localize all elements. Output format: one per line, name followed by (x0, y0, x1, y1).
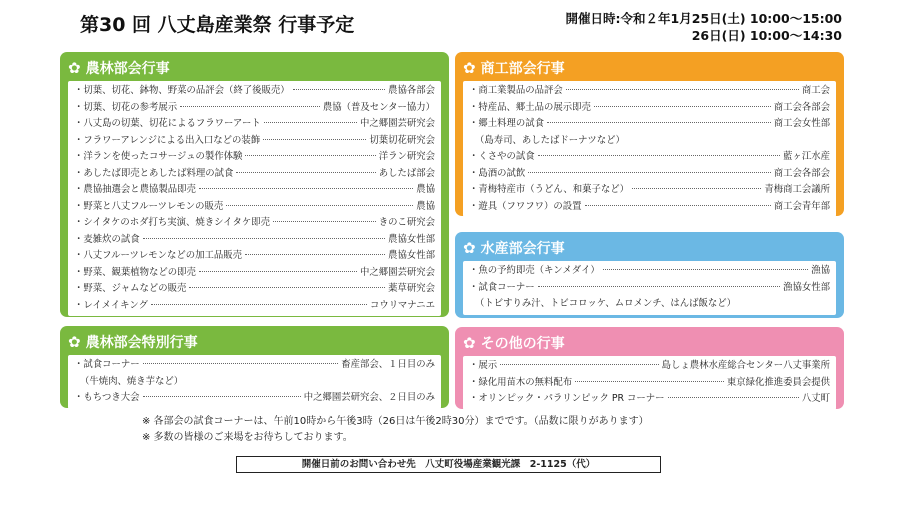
item-label: ・洋ランを使ったコサージュの製作体験 (74, 151, 243, 162)
item-organizer: 商工会各部会 (773, 167, 830, 179)
list-item (469, 166, 830, 183)
item-label: ・もちつき大会 (74, 392, 140, 403)
dot-leader (151, 304, 367, 305)
item-label: ・野菜と八丈フルーツレモンの販売 (74, 200, 224, 212)
item-label: ・試食コーナー (74, 359, 140, 370)
note-2: ※ 多数の皆様のご来場をお待ちしております。 (142, 432, 353, 443)
flower-icon: ✿ (463, 239, 476, 257)
date-line-2: 26日(日) 10:00〜14:30 (691, 28, 842, 43)
item-label: ・展示 (469, 360, 498, 371)
dot-leader (264, 122, 357, 123)
list-item (469, 149, 830, 166)
item-organizer: 漁協 (811, 265, 830, 276)
list-item (74, 83, 435, 100)
note-1: ※ 各部会の試食コーナーは、午前10時から午後3時（26日は午後2時30分）までです。（品数に限りがあります） (142, 416, 649, 427)
dot-leader (293, 89, 385, 90)
dot-leader (538, 155, 780, 156)
other-panel (455, 327, 844, 409)
dot-leader (263, 139, 366, 140)
other-title: その他の行事 (480, 336, 565, 352)
dot-leader (575, 381, 724, 382)
item-label: ・麦雑炊の試食 (74, 233, 140, 245)
item-label: ・八丈フルーツレモンなどの加工品販売 (74, 250, 243, 261)
item-organizer: 農協各部会 (388, 85, 435, 96)
dot-leader (143, 363, 339, 364)
item-organizer: 商工会女性部 (773, 118, 830, 129)
item-label: ・島酒の試飲 (469, 167, 526, 179)
dot-leader (632, 188, 761, 189)
item-organizer: 薬草研究会 (388, 283, 435, 294)
item-label: ・青梅特産市（うどん、和菓子など） (469, 184, 629, 195)
item-label: ・郷土料理の試食 (469, 118, 545, 129)
notes (142, 414, 649, 446)
item-label: ・レイメイキング (74, 299, 148, 311)
item-organizer: 漁協女性部 (783, 281, 830, 293)
item-organizer: 商工会 (801, 85, 830, 96)
dot-leader (273, 221, 376, 222)
noorin-special-heading (68, 333, 441, 352)
item-organizer: 中之郷園芸研究会 (359, 118, 435, 129)
shoko-panel (455, 52, 844, 216)
item-label: ・フラワーアレンジによる出入口などの装飾 (74, 134, 261, 146)
suisan-list (463, 261, 836, 315)
suisan-title: 水産部会行事 (480, 241, 565, 257)
date-line-1: 開催日時:令和２年1月25日(土) 10:00〜15:00 (565, 11, 842, 26)
shoko-heading (463, 59, 836, 78)
list-item (74, 166, 435, 183)
list-item (74, 100, 435, 117)
item-organizer: 農協 (416, 200, 435, 212)
item-label: ・あしたば即売とあしたば料理の試食 (74, 167, 234, 179)
item-label: ・魚の予約即売（キンメダイ） (469, 265, 600, 276)
dot-leader (668, 397, 799, 398)
shoko-title: 商工部会行事 (480, 61, 565, 77)
list-item (74, 357, 435, 374)
item-organizer: 切葉切花研究会 (369, 134, 435, 146)
list-item (469, 375, 830, 392)
flower-icon: ✿ (68, 59, 81, 77)
shoko-list (463, 81, 836, 217)
item-organizer: あしたば部会 (378, 167, 435, 179)
item-label: ・野菜、観葉植物などの即売 (74, 266, 196, 278)
item-organizer: 洋ラン研究会 (378, 151, 435, 162)
list-item (74, 116, 435, 133)
dot-leader (566, 89, 799, 90)
item-organizer: 中之郷園芸研究会 (359, 266, 435, 278)
list-item (74, 374, 435, 391)
item-label: ・試食コーナー (469, 281, 535, 293)
item-organizer: 島しょ農林水産総合センター八丈事業所 (661, 360, 830, 371)
list-item (74, 298, 435, 315)
item-organizer: 青梅商工会議所 (764, 184, 830, 195)
dot-leader (180, 106, 320, 107)
list-item (469, 83, 830, 100)
item-label: ・遊具（フワフワ）の設置 (469, 200, 582, 212)
item-label: ・緑化用苗木の無料配布 (469, 376, 573, 388)
suisan-panel (455, 232, 844, 318)
list-item (469, 296, 830, 313)
item-label: （トビすりみ汁、トビコロッケ、ムロメンチ、はんば飯など） (475, 298, 737, 309)
noorin-heading (68, 59, 441, 78)
list-item (74, 281, 435, 298)
noorin-special-list (68, 355, 441, 409)
dot-leader (199, 188, 413, 189)
list-item (74, 199, 435, 216)
dot-leader (236, 172, 375, 173)
list-item (469, 182, 830, 199)
flower-icon: ✿ (463, 334, 476, 352)
item-organizer: 農協女性部 (388, 233, 435, 245)
page-title: 第30 回 八丈島産業祭 行事予定 (80, 14, 355, 36)
noorin-special-panel (60, 326, 449, 408)
list-item (74, 265, 435, 282)
item-organizer: きのこ研究会 (378, 217, 435, 228)
item-organizer: 八丈町 (801, 393, 830, 404)
item-label: （島寿司、あしたばドーナツなど） (475, 134, 625, 146)
item-organizer: コウリマナニエ (369, 299, 435, 311)
flower-icon: ✿ (463, 59, 476, 77)
list-item (469, 263, 830, 280)
item-organizer: 畜産部会、１日目のみ (341, 359, 435, 370)
list-item (469, 280, 830, 297)
noorin-special-title: 農林部会特別行事 (85, 335, 198, 351)
dot-leader (143, 396, 301, 397)
item-label: ・特産品、郷土品の展示即売 (469, 101, 591, 113)
item-label: （牛焼肉、焼き芋など） (80, 375, 184, 387)
item-label: ・切葉、切花の参考展示 (74, 101, 178, 113)
dot-leader (189, 287, 385, 288)
item-label: ・商工業製品の品評会 (469, 85, 563, 96)
item-organizer: 商工会青年部 (773, 200, 830, 212)
list-item (469, 358, 830, 375)
dot-leader (245, 254, 385, 255)
item-organizer: 東京緑化推進委員会提供 (726, 376, 830, 388)
list-item (469, 133, 830, 150)
item-label: ・八丈島の切葉、切花によるフラワーアート (74, 118, 261, 129)
noorin-list (68, 81, 441, 316)
dot-leader (603, 269, 809, 270)
item-organizer: 商工会各部会 (773, 101, 830, 113)
list-item (469, 116, 830, 133)
list-item (74, 232, 435, 249)
list-item (74, 182, 435, 199)
dot-leader (226, 205, 413, 206)
list-item (469, 199, 830, 216)
dot-leader (594, 106, 771, 107)
item-organizer: 農協（普及センター協力） (322, 101, 435, 113)
item-label: ・野菜、ジャムなどの販売 (74, 283, 187, 294)
item-label: ・シイタケのホダ打ち実演、焼きシイタケ即売 (74, 217, 270, 228)
dot-leader (500, 364, 658, 365)
noorin-panel (60, 52, 449, 317)
item-organizer: 農協女性部 (388, 250, 435, 261)
item-organizer: 藍ヶ江水産 (783, 151, 830, 162)
dot-leader (245, 155, 375, 156)
dot-leader (528, 172, 770, 173)
item-label: ・切葉、切花、鉢物、野菜の品評会（終了後販売） (74, 85, 290, 96)
list-item (74, 149, 435, 166)
suisan-heading (463, 239, 836, 258)
dot-leader (143, 238, 385, 239)
noorin-title: 農林部会行事 (85, 61, 170, 77)
list-item (469, 100, 830, 117)
item-label: ・農協抽選会と農協製品即売 (74, 184, 196, 195)
list-item (74, 133, 435, 150)
dot-leader (547, 122, 771, 123)
item-label: ・オリンピック・パラリンピック PR コーナー (469, 393, 665, 404)
other-list (463, 356, 836, 410)
contact-box: 開催日前のお問い合わせ先 八丈町役場産業観光課 2-1125（代） (236, 456, 661, 473)
list-item (469, 391, 830, 408)
item-label: ・くさやの試食 (469, 151, 535, 162)
list-item (74, 248, 435, 265)
list-item (74, 390, 435, 407)
dot-leader (585, 205, 771, 206)
item-organizer: 中之郷園芸研究会、２日目のみ (303, 392, 435, 403)
event-dates (566, 10, 842, 44)
item-organizer: 農協 (416, 184, 435, 195)
dot-leader (199, 271, 357, 272)
flower-icon: ✿ (68, 333, 81, 351)
list-item (74, 215, 435, 232)
other-heading (463, 334, 836, 353)
dot-leader (538, 286, 780, 287)
